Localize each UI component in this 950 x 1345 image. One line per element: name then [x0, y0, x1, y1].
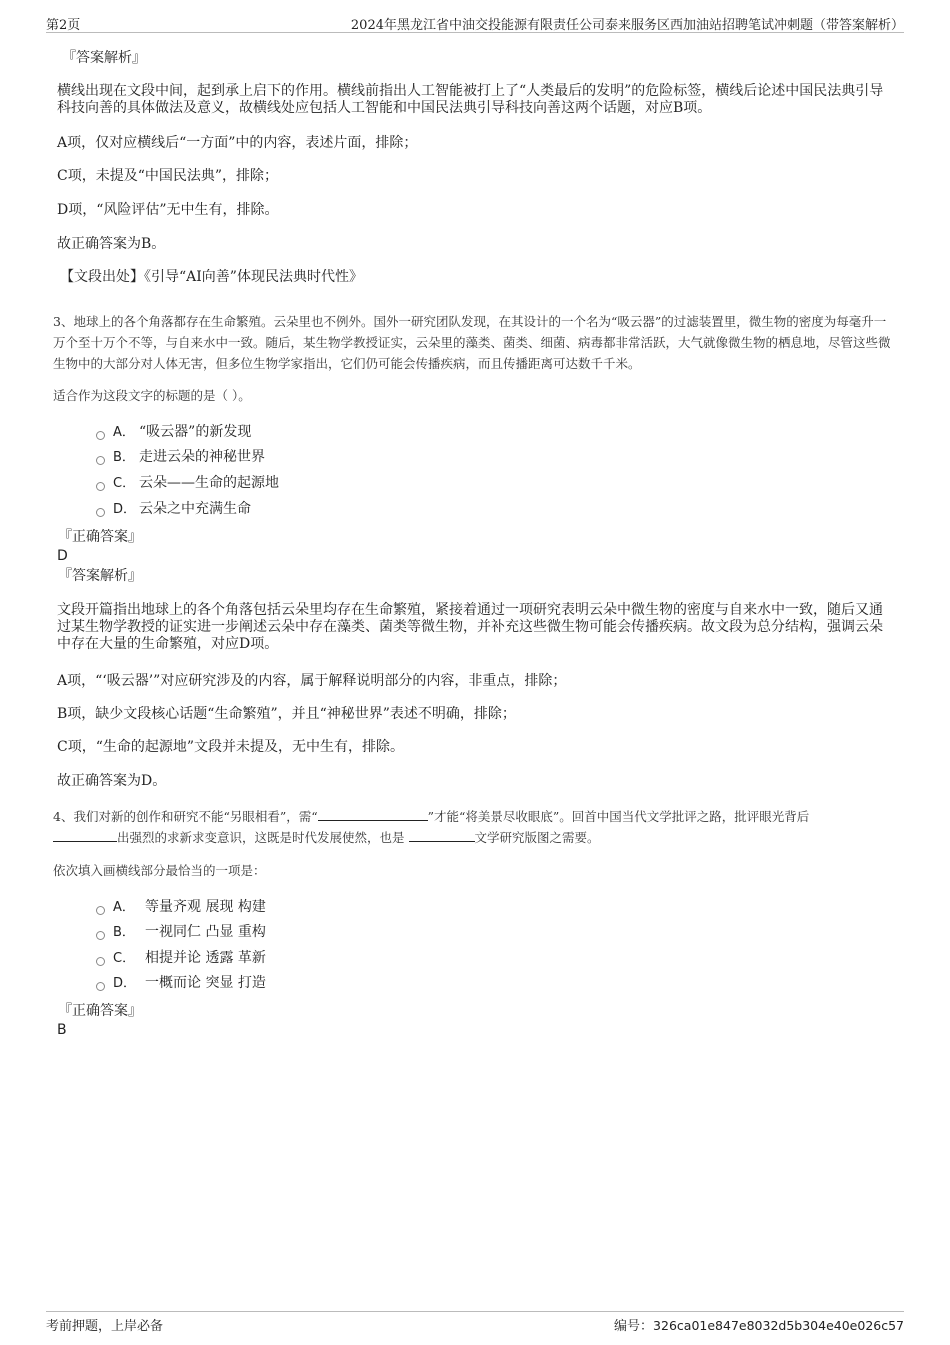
q4-option-c[interactable]: C． 相提并论 透露 革新 [96, 950, 266, 967]
blank-3[interactable] [409, 829, 475, 842]
q3-answer: D [57, 548, 68, 564]
q3-analysis-label: 『答案解析』 [58, 568, 142, 584]
radio-icon[interactable] [96, 931, 105, 940]
q2-analysis-label: 『答案解析』 [62, 50, 146, 66]
q3-question: 适合作为这段文字的标题的是（ ）。 [53, 388, 251, 403]
q3-stem: 3、地球上的各个角落都存在生命繁殖。云朵里也不例外。国外一研究团队发现，在其设计的一个名为“吸云器”的过滤装置里，微生物的密度为每毫升一万个至十万个不等，与自来水中一致。随后，某生物学教授证实，云朵里的藻类、菌类、细菌、病毒都非常活跃，大气就像微生物的栖息地，尽管这些微生物中的大部分对人体无害，但多位生物学家指出，它们仍可能会传播疾病，而且传播距离可达数千千米。 [53, 314, 891, 371]
page-number: 第2页 [46, 18, 81, 33]
q4-answer: B [57, 1022, 67, 1038]
q4-question: 依次填入画横线部分最恰当的一项是： [53, 863, 266, 878]
q4-option-a[interactable]: A． 等量齐观 展现 构建 [96, 899, 266, 916]
q2-analysis-option-d: D项，“风险评估”无中生有，排除。 [57, 202, 279, 218]
q3-conclusion: 故正确答案为D。 [57, 773, 167, 789]
q2-analysis-option-a: A项，仅对应横线后“一方面”中的内容，表述片面，排除； [57, 135, 418, 151]
q2-source: 【文段出处】《引导“AI向善”体现民法典时代性》 [60, 269, 363, 285]
q2-conclusion: 故正确答案为B。 [57, 236, 166, 252]
q3-option-c[interactable]: C． 云朵——生命的起源地 [96, 475, 279, 492]
q2-analysis-paragraph: 横线出现在文段中间，起到承上启下的作用。横线前指出人工智能被打上了“人类最后的发明”的危险标签，横线后论述中国民法典引导科技向善的具体做法及意义，故横线处应包括人工智能和中国民法典引导科技向善这两个话题，对应B项。 [57, 83, 884, 116]
page-header [46, 12, 904, 33]
radio-icon[interactable] [96, 982, 105, 991]
q3-option-a[interactable]: A． “吸云器”的新发现 [96, 424, 251, 441]
radio-icon[interactable] [96, 431, 105, 440]
q4-option-d[interactable]: D． 一概而论 突显 打造 [96, 975, 266, 992]
footer-slogan: 考前押题，上岸必备 [46, 1319, 164, 1334]
document-title: 2024年黑龙江省中油交投能源有限责任公司泰来服务区西加油站招聘笔试冲刺题（带答案解析） [350, 18, 904, 33]
q3-analysis-paragraph: 文段开篇指出地球上的各个角落包括云朵里均存在生命繁殖，紧接着通过一项研究表明云朵中微生物的密度与自来水中一致，随后又通过某生物学教授的证实进一步阐述云朵中存在藻类、菌类等微生物，并补充这些微生物可能会传播疾病。故文段为总分结构，强调云朵中存在大量的生命繁殖，对应D项。 [57, 602, 883, 652]
q3-analysis-option-b: B项，缺少文段核心话题“生命繁殖”，并且“神秘世界”表述不明确，排除； [57, 706, 516, 722]
q4-stem: 4、我们对新的创作和研究不能“另眼相看”，需“ ”才能“将美景尽收眼底”。回首中国当代文学批评之路，批评眼光背后 出强烈的求新求变意识，这既是时代发展使然，也是 文学研究版图之需要。 [53, 809, 810, 845]
radio-icon[interactable] [96, 456, 105, 465]
radio-icon[interactable] [96, 508, 105, 517]
radio-icon[interactable] [96, 482, 105, 491]
q3-analysis-option-c: C项，“生命的起源地”文段并未提及，无中生有，排除。 [57, 739, 405, 755]
q4-option-b[interactable]: B． 一视同仁 凸显 重构 [96, 924, 266, 941]
document-code: 编号：326ca01e847e8032d5b304e40e026c57 [614, 1318, 904, 1334]
q3-analysis-option-a: A项，“‘吸云器’”对应研究涉及的内容，属于解释说明部分的内容，非重点，排除； [57, 673, 567, 689]
q3-option-d[interactable]: D． 云朵之中充满生命 [96, 501, 251, 518]
q4-answer-label: 『正确答案』 [58, 1003, 142, 1019]
page-footer [46, 1311, 904, 1336]
blank-1[interactable] [318, 808, 428, 821]
radio-icon[interactable] [96, 957, 105, 966]
q3-option-b[interactable]: B． 走进云朵的神秘世界 [96, 449, 265, 466]
q2-analysis-option-c: C项，未提及“中国民法典”，排除； [57, 168, 279, 184]
radio-icon[interactable] [96, 906, 105, 915]
q3-answer-label: 『正确答案』 [58, 529, 142, 545]
blank-2[interactable] [53, 829, 117, 842]
